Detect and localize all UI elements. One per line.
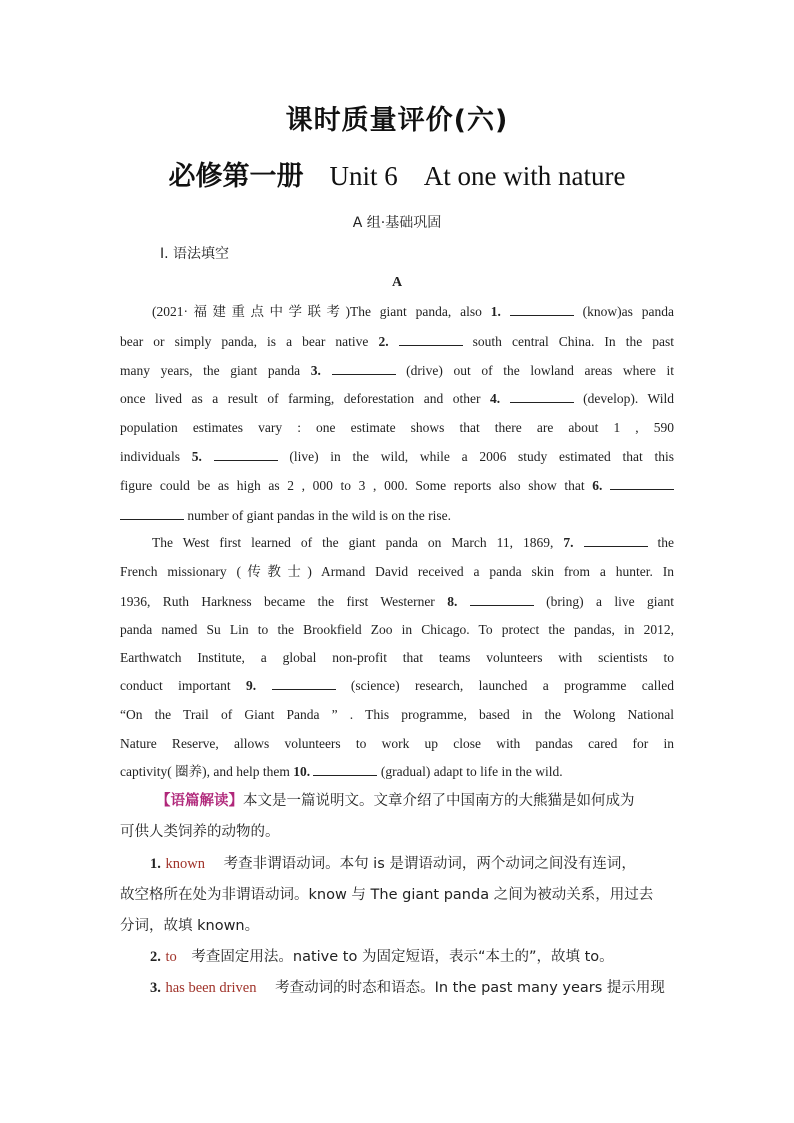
answer-number: 2.: [150, 949, 161, 965]
answer-explanation: 考查非谓语动词。本句 is 是谓语动词，两个动词之间没有连词，: [223, 856, 636, 872]
answer-blank[interactable]: [510, 390, 574, 403]
passage-text: French missionary (传教士) Armand David received a panda skin from a hunter. In: [120, 564, 674, 579]
passage-line: [120, 676, 674, 696]
answer-item-2: [150, 946, 704, 968]
answer-blank[interactable]: [399, 333, 463, 346]
passage-line: [120, 389, 674, 409]
passage-text: (drive) out of the lowland areas where it: [395, 363, 675, 378]
analysis-summary-line: [156, 790, 674, 812]
passage-line: [120, 332, 674, 352]
passage-text: (live) in the wild, while a 2006 study estimated that this: [277, 449, 674, 464]
question-number: 4.: [489, 391, 501, 406]
answer-value: to: [165, 949, 177, 965]
question-number: 9.: [245, 678, 257, 693]
answer-blank[interactable]: [470, 593, 534, 606]
passage-text: many years, the giant panda: [120, 363, 311, 378]
answer-blank[interactable]: [584, 534, 648, 547]
answer-blank[interactable]: [510, 303, 574, 316]
answer-number: 1.: [150, 856, 161, 872]
answer-item-1-line-3: 分词，故填 known。: [120, 918, 260, 934]
page-title: 课时质量评价(六): [285, 105, 509, 136]
passage-line: [120, 476, 674, 496]
answer-item-1-line-2: 故空格所在处为非谓语动词。know 与 The giant panda 之间为被动关系，用过去: [120, 887, 654, 903]
passage-text: panda named Su Lin to the Brookfield Zoo in Chicago. To protect the pandas, in 2012,: [120, 622, 674, 637]
answer-value: has been driven: [165, 980, 257, 996]
passage-line: [120, 762, 674, 782]
question-number: 10.: [293, 764, 311, 779]
passage-text: south central China. In the past: [462, 334, 674, 349]
question-number: 8.: [447, 594, 458, 609]
answer-blank[interactable]: [332, 362, 396, 375]
group-heading: A 组·基础巩固: [352, 215, 442, 231]
passage-line: [120, 705, 674, 725]
subtitle-topic: At one with nature: [423, 161, 626, 191]
answer-value: known: [165, 856, 205, 872]
passage-text: number of giant pandas in the wild is on the rise.: [184, 508, 451, 523]
passage-text: Earthwatch Institute, a global non-profit that teams volunteers with scientists to: [120, 650, 674, 665]
answer-item-1: [150, 853, 704, 875]
subtitle-book: 必修第一册: [168, 161, 304, 192]
answer-blank[interactable]: [610, 477, 674, 490]
question-number: 1.: [490, 304, 501, 319]
passage-line: [120, 620, 674, 640]
answer-blank[interactable]: [313, 763, 377, 776]
answer-explanation: 考查固定用法。native to 为固定短语，表示“本土的”，故填 to。: [191, 949, 614, 965]
analysis-summary-line-2: 可供人类饲养的动物的。: [120, 824, 280, 840]
passage-text: Nature Reserve, allows volunteers to work up close with pandas cared for in: [120, 736, 674, 751]
passage-line: [152, 302, 674, 322]
passage-line: [152, 533, 674, 553]
passage-text: (2021·福建重点中学联考)The giant panda, also: [152, 304, 491, 319]
passage-line: [120, 734, 674, 754]
section-heading: Ⅰ. 语法填空: [160, 246, 230, 262]
question-number: 7.: [563, 535, 574, 550]
passage-text: (know)as panda: [573, 304, 674, 319]
answer-explanation: 考查动词的时态和语态。In the past many years 提示用现: [275, 980, 665, 996]
passage-text: 1936, Ruth Harkness became the first Westerner: [120, 594, 448, 609]
page-subtitle: [0, 154, 794, 193]
passage-text: (science) research, launched a programme called: [335, 678, 674, 693]
passage-label: A: [391, 275, 403, 290]
passage-text: the: [647, 535, 674, 550]
passage-text: captivity( 圈养), and help them: [120, 764, 294, 779]
answer-blank[interactable]: [214, 448, 278, 461]
passage-text: conduct important: [120, 678, 246, 693]
passage-line: [120, 361, 674, 381]
passage-text: figure could be as high as 2 , 000 to 3 , 000. Some reports also show that: [120, 478, 593, 493]
passage-line: [120, 592, 674, 612]
passage-line: [120, 648, 674, 668]
answer-number: 3.: [150, 980, 161, 996]
question-number: 3.: [310, 363, 321, 378]
passage-line: [120, 562, 674, 582]
passage-text: (gradual) adapt to life in the wild.: [377, 764, 563, 779]
passage-text: (bring) a live giant: [533, 594, 674, 609]
question-number: 6.: [592, 478, 603, 493]
answer-blank: [120, 507, 184, 520]
passage-line: [120, 447, 674, 467]
analysis-summary-text: 本文是一篇说明文。文章介绍了中国南方的大熊猫是如何成为: [243, 793, 635, 809]
passage-line: [120, 506, 674, 526]
answer-blank[interactable]: [272, 677, 336, 690]
question-number: 2.: [378, 334, 389, 349]
passage-text: bear or simply panda, is a bear native: [120, 334, 379, 349]
passage-text: once lived as a result of farming, deforestation and other: [120, 391, 490, 406]
passage-text: individuals: [120, 449, 192, 464]
passage-text: population estimates vary : one estimate shows that there are about 1 , 590: [120, 420, 674, 435]
passage-line: [120, 418, 674, 438]
subtitle-unit: Unit 6: [329, 161, 398, 191]
analysis-tag: 【语篇解读】: [156, 793, 243, 809]
passage-text: “On the Trail of Giant Panda ” . This programme, based in the Wolong National: [120, 707, 674, 722]
passage-text: (develop). Wild: [573, 391, 674, 406]
answer-item-3: [150, 977, 704, 999]
passage-text: The West first learned of the giant panda on March 11, 1869,: [152, 535, 564, 550]
question-number: 5.: [191, 449, 202, 464]
